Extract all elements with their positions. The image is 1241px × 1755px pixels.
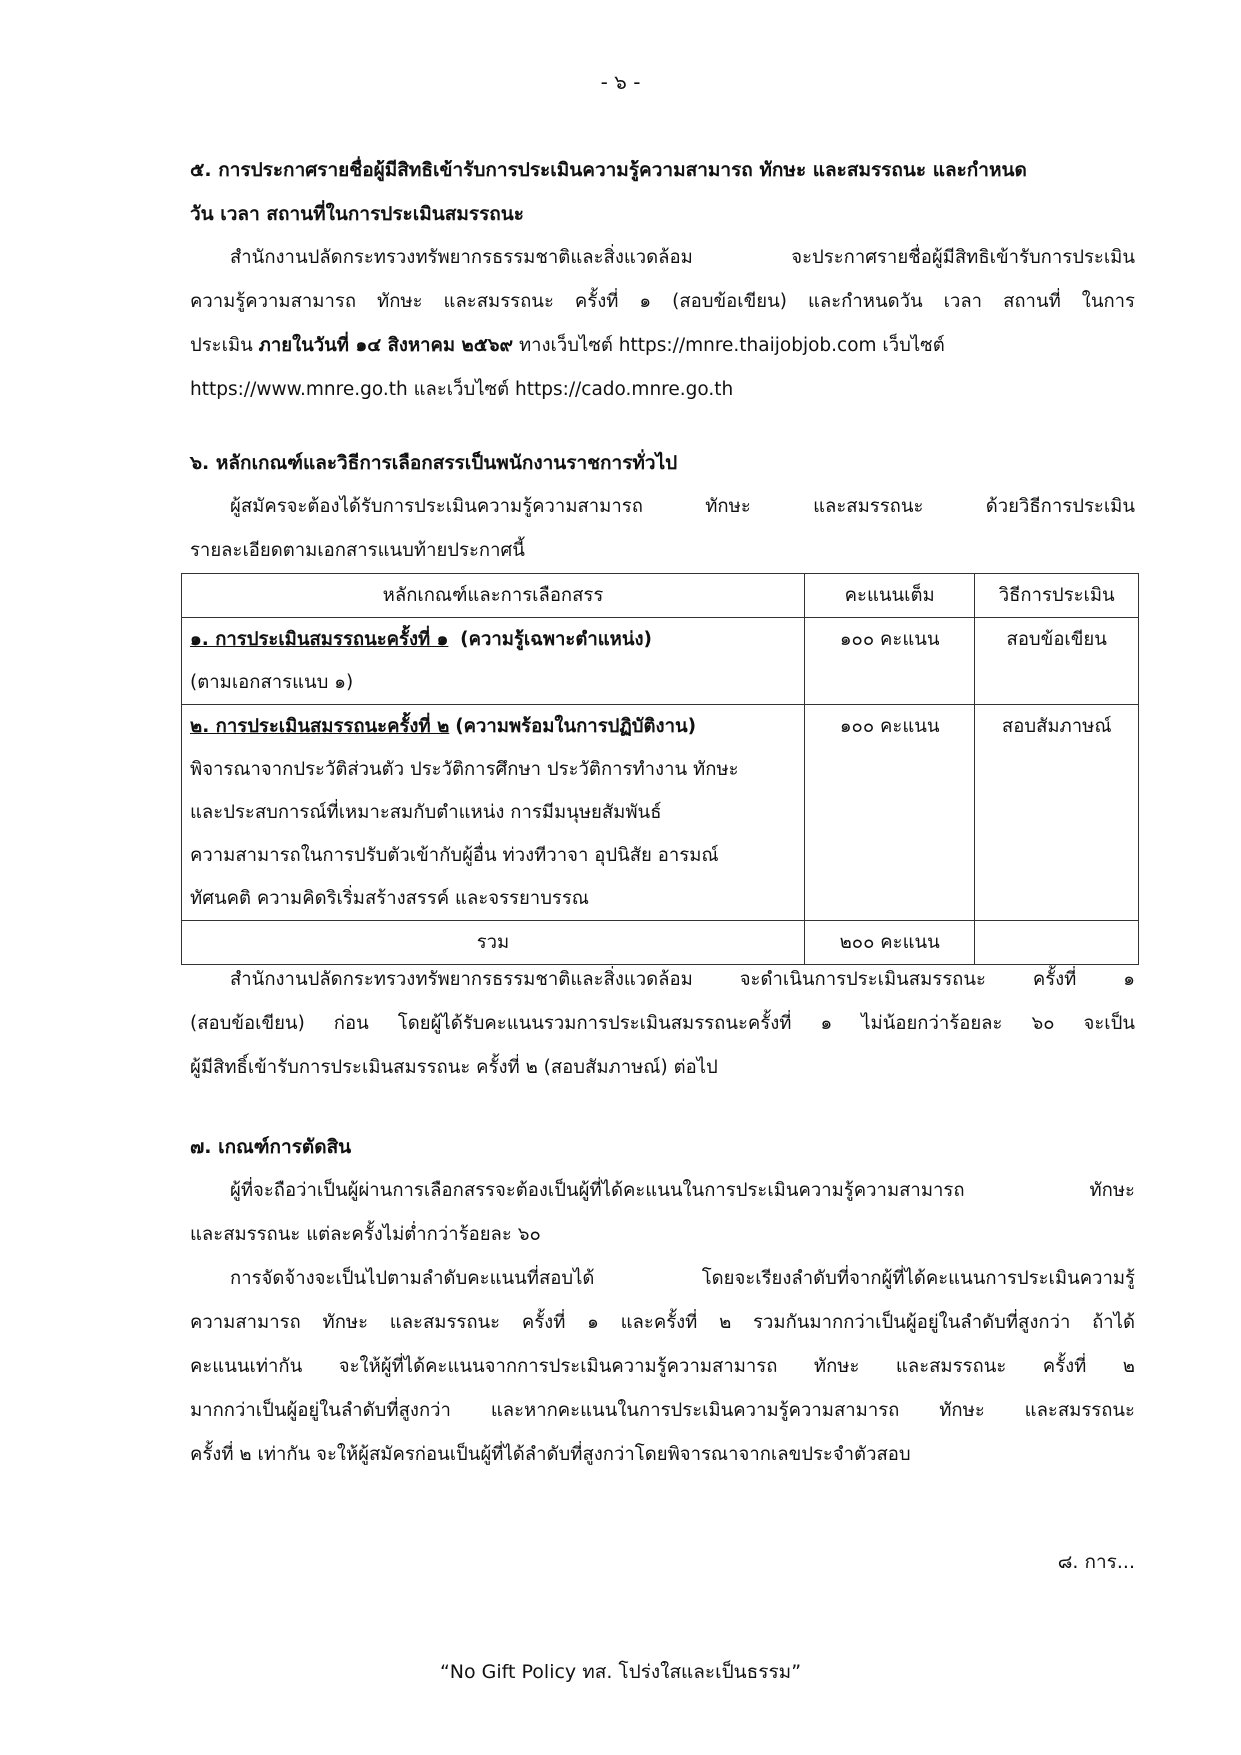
section5-heading-line2: วัน เวลา สถานที่ในการประเมินสมรรถนะ [190,203,524,225]
row1-title-suffix: (ความรู้เฉพาะตำแหน่ง) [460,629,652,650]
section5-para-line3-pre: ประเมิน [190,335,253,356]
row2-title: ๒. การประเมินสมรรถนะครั้งที่ ๒ [190,716,450,737]
section5-para-line1: สำนักงานปลัดกระทรวงทรัพยากรธรรมชาติและสิ่งแวดล้อม จะประกาศรายชื่อผู้มีสิทธิเข้ารับการประเมิน [230,247,1135,268]
section7-heading: ๗. เกณฑ์การตัดสิน [190,1136,352,1158]
section6-intro [190,485,1135,573]
row2-title-suffix: (ความพร้อมในการปฏิบัติงาน) [455,716,697,737]
section7-p2-line2: ความสามารถ ทักษะ และสมรรถนะ ครั้งที่ ๑ และครั้งที่ ๒ รวมกันมากกว่าเป็นผู้อยู่ในลำดับที่สูงกว่า ถ้าได้ [190,1312,1135,1333]
section7-p2-line4: มากกว่าเป็นผู้อยู่ในลำดับที่สูงกว่า และหากคะแนนในการประเมินความรู้ความสามารถ ทักษะ และสมรรถนะ [190,1400,1135,1421]
row2-line: ความสามารถในการปรับตัวเข้ากับผู้อื่น ท่วงทีวาจา อุปนิสัย อารมณ์ [190,845,719,866]
section6-intro-line1: ผู้สมัครจะต้องได้รับการประเมินความรู้ความสามารถ ทักษะ และสมรรถนะ ด้วยวิธีการประเมิน [230,496,1135,517]
section5-heading-line1: ๕. การประกาศรายชื่อผู้มีสิทธิเข้ารับการประเมินความรู้ความสามารถ ทักษะ และสมรรถนะ และกำหนด [190,159,1027,181]
section5-paragraph [190,236,1135,412]
section7-p2-line1: การจัดจ้างจะเป็นไปตามลำดับคะแนนที่สอบได้ โดยจะเรียงลำดับที่จากผู้ที่ได้คะแนนการประเมินความรู้ [230,1268,1135,1289]
section7-p2-line5: ครั้งที่ ๒ เท่ากัน จะให้ผู้สมัครก่อนเป็นผู้ที่ได้ลำดับที่สูงกว่าโดยพิจารณาจากเลขประจำตัวสอบ [190,1444,911,1465]
section6-after-line3: ผู้มีสิทธิ์เข้ารับการประเมินสมรรถนะ ครั้งที่ ๒ (สอบสัมภาษณ์) ต่อไป [190,1057,718,1078]
announcement-date: ภายในวันที่ ๑๔ สิงหาคม ๒๕๖๙ [258,335,514,356]
section6-heading: ๖. หลักเกณฑ์และวิธีการเลือกสรรเป็นพนักงานราชการทั่วไป [190,452,678,474]
row2-criteria [182,705,805,921]
section7-p1-line1: ผู้ที่จะถือว่าเป็นผู้ผ่านการเลือกสรรจะต้องเป็นผู้ที่ได้คะแนนในการประเมินความรู้ความสามารถ ทักษะ [230,1180,1135,1201]
row2-line: ทัศนคติ ความคิดริเริ่มสร้างสรรค์ และจรรยาบรรณ [190,888,589,909]
total-label: รวม [182,921,805,965]
continuation-marker: ๘. การ... [1057,1551,1135,1573]
table-header-row [182,574,1139,618]
footer-slogan: “No Gift Policy ทส. โปร่งใสและเป็นธรรม” [439,1661,802,1683]
header-method: วิธีการประเมิน [975,574,1139,618]
row1-method: สอบข้อเขียน [975,618,1139,705]
criteria-table [181,573,1139,965]
section6-after-line2: (สอบข้อเขียน) ก่อน โดยผู้ได้รับคะแนนรวมการประเมินสมรรถนะครั้งที่ ๑ ไม่น้อยกว่าร้อยละ ๖๐ จะเป็น [190,1013,1135,1034]
section6-after-line1: สำนักงานปลัดกระทรวงทรัพยากรธรรมชาติและสิ่งแวดล้อม จะดำเนินการประเมินสมรรถนะ ครั้งที่ ๑ [230,969,1135,990]
row2-score: ๑๐๐ คะแนน [804,705,974,921]
page-number: - ๖ - [600,70,641,94]
section7-p2-line3: คะแนนเท่ากัน จะให้ผู้ที่ได้คะแนนจากการประเมินความรู้ความสามารถ ทักษะ และสมรรถนะ ครั้งที่ ๒ [190,1356,1135,1377]
section5-para-line3-post: ทางเว็บไซต์ https://mnre.thaijobjob.com เว็บไซต์ [518,335,945,356]
row1-title-line [190,618,796,661]
header-criteria: หลักเกณฑ์และการเลือกสรร [182,574,805,618]
row1-title: ๑. การประเมินสมรรถนะครั้งที่ ๑ [190,629,449,650]
header-full-score: คะแนนเต็ม [804,574,974,618]
row2-line: และประสบการณ์ที่เหมาะสมกับตำแหน่ง การมีมนุษยสัมพันธ์ [190,802,662,823]
section7-p1-line2: และสมรรถนะ แต่ละครั้งไม่ต่ำกว่าร้อยละ ๖๐ [190,1224,541,1245]
table-row [182,705,1139,921]
section6-intro-line2: รายละเอียดตามเอกสารแนบท้ายประกาศนี้ [190,540,525,561]
row1-score: ๑๐๐ คะแนน [804,618,974,705]
section7-p2 [190,1257,1135,1477]
section5-para-line2: ความรู้ความสามารถ ทักษะ และสมรรถนะ ครั้งที่ ๑ (สอบข้อเขียน) และกำหนดวัน เวลา สถานที่ ในการ [190,291,1135,312]
section6-after-table [190,958,1135,1090]
section5-para-line4: https://www.mnre.go.th และเว็บไซต์ https://cado.mnre.go.th [190,379,734,400]
row2-method: สอบสัมภาษณ์ [975,705,1139,921]
row1-criteria [182,618,805,705]
section7-p1 [190,1169,1135,1257]
section5-para-line3 [190,324,1135,368]
total-score: ๒๐๐ คะแนน [804,921,974,965]
row2-line: พิจารณาจากประวัติส่วนตัว ประวัติการศึกษา ประวัติการทำงาน ทักษะ [190,759,739,780]
table-row [182,618,1139,705]
row1-line2: (ตามเอกสารแนบ ๑) [190,672,354,693]
row2-title-line [190,705,796,748]
